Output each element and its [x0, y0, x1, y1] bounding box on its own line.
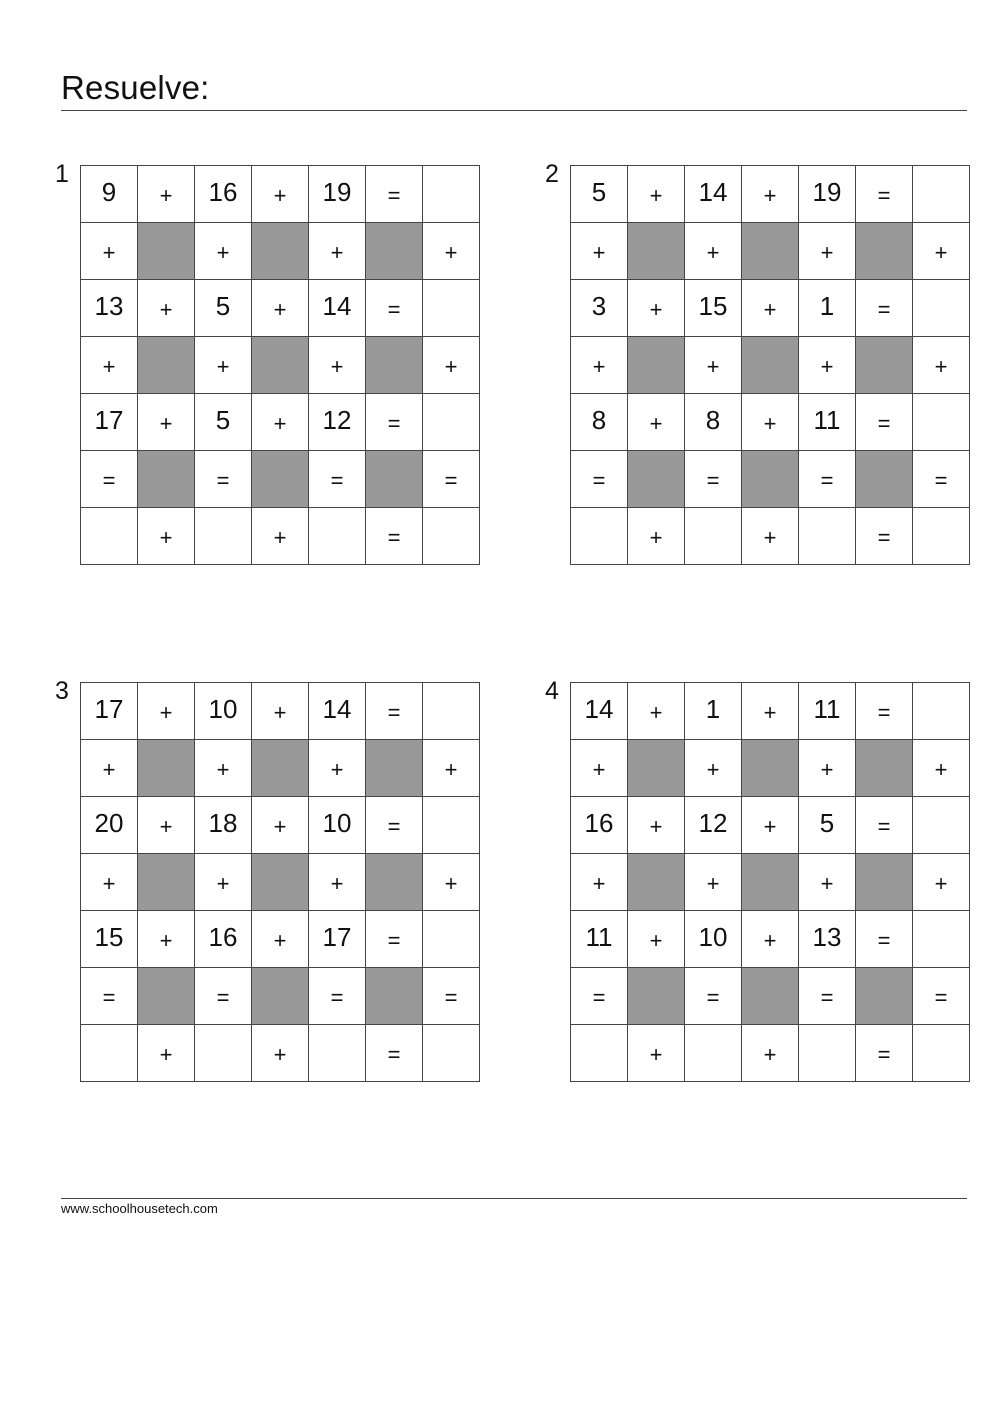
puzzle-number: 2 — [545, 160, 559, 188]
plus-cell: + — [913, 223, 970, 280]
plus-cell: + — [742, 683, 799, 740]
shaded-cell — [138, 740, 195, 797]
equals-cell: = — [856, 797, 913, 854]
plus-cell: + — [252, 508, 309, 565]
shaded-cell — [138, 223, 195, 280]
puzzle-grid — [80, 682, 480, 1082]
answer-cell[interactable] — [195, 1025, 252, 1082]
plus-cell: + — [799, 223, 856, 280]
number-cell: 17 — [81, 394, 138, 451]
plus-cell: + — [571, 337, 628, 394]
number-cell: 11 — [799, 683, 856, 740]
plus-cell: + — [628, 683, 685, 740]
answer-cell[interactable] — [799, 508, 856, 565]
equals-cell: = — [366, 1025, 423, 1082]
number-cell: 19 — [309, 166, 366, 223]
answer-cell[interactable] — [423, 911, 480, 968]
shaded-cell — [742, 451, 799, 508]
plus-cell: + — [252, 280, 309, 337]
equals-cell: = — [856, 1025, 913, 1082]
answer-cell[interactable] — [913, 166, 970, 223]
number-cell: 1 — [685, 683, 742, 740]
plus-cell: + — [628, 166, 685, 223]
equals-cell: = — [366, 280, 423, 337]
plus-cell: + — [309, 337, 366, 394]
plus-cell: + — [138, 166, 195, 223]
answer-cell[interactable] — [423, 394, 480, 451]
shaded-cell — [628, 854, 685, 911]
plus-cell: + — [252, 1025, 309, 1082]
answer-cell[interactable] — [309, 1025, 366, 1082]
plus-cell: + — [138, 911, 195, 968]
plus-cell: + — [423, 337, 480, 394]
equals-cell: = — [195, 968, 252, 1025]
plus-cell: + — [423, 740, 480, 797]
shaded-cell — [252, 337, 309, 394]
number-cell: 8 — [571, 394, 628, 451]
answer-cell[interactable] — [799, 1025, 856, 1082]
number-cell: 1 — [799, 280, 856, 337]
number-cell: 3 — [571, 280, 628, 337]
equals-cell: = — [571, 451, 628, 508]
shaded-cell — [366, 854, 423, 911]
plus-cell: + — [81, 740, 138, 797]
equals-cell: = — [799, 968, 856, 1025]
shaded-cell — [366, 740, 423, 797]
plus-cell: + — [252, 683, 309, 740]
plus-cell: + — [742, 508, 799, 565]
plus-cell: + — [913, 854, 970, 911]
equals-cell: = — [571, 968, 628, 1025]
number-cell: 5 — [571, 166, 628, 223]
number-cell: 10 — [195, 683, 252, 740]
number-cell: 15 — [685, 280, 742, 337]
plus-cell: + — [913, 337, 970, 394]
plus-cell: + — [913, 740, 970, 797]
title-divider — [61, 110, 967, 111]
answer-cell[interactable] — [913, 280, 970, 337]
shaded-cell — [138, 451, 195, 508]
plus-cell: + — [799, 854, 856, 911]
equals-cell: = — [856, 508, 913, 565]
equals-cell: = — [366, 508, 423, 565]
shaded-cell — [742, 968, 799, 1025]
number-cell: 17 — [309, 911, 366, 968]
number-cell: 14 — [571, 683, 628, 740]
puzzle-grid — [80, 165, 480, 565]
shaded-cell — [742, 854, 799, 911]
plus-cell: + — [742, 394, 799, 451]
puzzle-grid — [570, 682, 970, 1082]
footer-url: www.schoolhousetech.com — [61, 1201, 218, 1216]
shaded-cell — [856, 968, 913, 1025]
plus-cell: + — [685, 223, 742, 280]
answer-cell[interactable] — [81, 508, 138, 565]
answer-cell[interactable] — [913, 683, 970, 740]
shaded-cell — [366, 223, 423, 280]
plus-cell: + — [138, 394, 195, 451]
plus-cell: + — [81, 223, 138, 280]
number-cell: 5 — [799, 797, 856, 854]
number-cell: 11 — [571, 911, 628, 968]
plus-cell: + — [195, 854, 252, 911]
puzzle-number: 4 — [545, 677, 559, 705]
plus-cell: + — [799, 337, 856, 394]
plus-cell: + — [252, 166, 309, 223]
answer-cell[interactable] — [913, 911, 970, 968]
answer-cell[interactable] — [913, 508, 970, 565]
answer-cell[interactable] — [423, 508, 480, 565]
equals-cell: = — [81, 451, 138, 508]
plus-cell: + — [628, 280, 685, 337]
equals-cell: = — [856, 911, 913, 968]
shaded-cell — [856, 337, 913, 394]
equals-cell: = — [856, 166, 913, 223]
plus-cell: + — [742, 1025, 799, 1082]
answer-cell[interactable] — [913, 797, 970, 854]
plus-cell: + — [742, 797, 799, 854]
shaded-cell — [138, 968, 195, 1025]
answer-cell[interactable] — [423, 797, 480, 854]
plus-cell: + — [81, 854, 138, 911]
number-cell: 11 — [799, 394, 856, 451]
shaded-cell — [742, 337, 799, 394]
equals-cell: = — [309, 968, 366, 1025]
shaded-cell — [742, 740, 799, 797]
plus-cell: + — [742, 280, 799, 337]
equals-cell: = — [423, 968, 480, 1025]
number-cell: 8 — [685, 394, 742, 451]
equals-cell: = — [913, 968, 970, 1025]
plus-cell: + — [628, 1025, 685, 1082]
equals-cell: = — [366, 797, 423, 854]
plus-cell: + — [685, 740, 742, 797]
number-cell: 16 — [195, 166, 252, 223]
plus-cell: + — [742, 166, 799, 223]
shaded-cell — [628, 451, 685, 508]
equals-cell: = — [81, 968, 138, 1025]
puzzle-4 — [545, 677, 1000, 1082]
plus-cell: + — [138, 1025, 195, 1082]
number-cell: 20 — [81, 797, 138, 854]
number-cell: 9 — [81, 166, 138, 223]
equals-cell: = — [366, 394, 423, 451]
plus-cell: + — [195, 740, 252, 797]
number-cell: 13 — [81, 280, 138, 337]
shaded-cell — [252, 223, 309, 280]
page-title: Resuelve: — [61, 69, 210, 106]
plus-cell: + — [742, 911, 799, 968]
plus-cell: + — [799, 740, 856, 797]
shaded-cell — [856, 740, 913, 797]
plus-cell: + — [571, 223, 628, 280]
puzzle-number: 1 — [55, 160, 69, 188]
number-cell: 14 — [309, 280, 366, 337]
plus-cell: + — [423, 223, 480, 280]
answer-cell[interactable] — [309, 508, 366, 565]
answer-cell[interactable] — [685, 508, 742, 565]
puzzle-grid — [570, 165, 970, 565]
plus-cell: + — [252, 797, 309, 854]
shaded-cell — [628, 223, 685, 280]
answer-cell[interactable] — [423, 166, 480, 223]
plus-cell: + — [138, 280, 195, 337]
shaded-cell — [138, 854, 195, 911]
equals-cell: = — [423, 451, 480, 508]
number-cell: 5 — [195, 394, 252, 451]
answer-cell[interactable] — [423, 280, 480, 337]
plus-cell: + — [138, 797, 195, 854]
shaded-cell — [628, 968, 685, 1025]
plus-cell: + — [423, 854, 480, 911]
equals-cell: = — [856, 683, 913, 740]
equals-cell: = — [309, 451, 366, 508]
number-cell: 10 — [309, 797, 366, 854]
shaded-cell — [252, 451, 309, 508]
number-cell: 5 — [195, 280, 252, 337]
shaded-cell — [628, 740, 685, 797]
plus-cell: + — [138, 508, 195, 565]
puzzle-number: 3 — [55, 677, 69, 705]
plus-cell: + — [685, 854, 742, 911]
equals-cell: = — [366, 683, 423, 740]
number-cell: 17 — [81, 683, 138, 740]
shaded-cell — [138, 337, 195, 394]
shaded-cell — [856, 854, 913, 911]
puzzle-1 — [55, 160, 540, 565]
equals-cell: = — [685, 968, 742, 1025]
number-cell: 19 — [799, 166, 856, 223]
plus-cell: + — [138, 683, 195, 740]
puzzle-2 — [545, 160, 1000, 565]
equals-cell: = — [685, 451, 742, 508]
number-cell: 16 — [195, 911, 252, 968]
plus-cell: + — [571, 854, 628, 911]
shaded-cell — [742, 223, 799, 280]
plus-cell: + — [252, 911, 309, 968]
answer-cell[interactable] — [423, 1025, 480, 1082]
shaded-cell — [366, 451, 423, 508]
plus-cell: + — [628, 508, 685, 565]
plus-cell: + — [571, 740, 628, 797]
answer-cell[interactable] — [81, 1025, 138, 1082]
number-cell: 12 — [309, 394, 366, 451]
plus-cell: + — [309, 740, 366, 797]
shaded-cell — [366, 968, 423, 1025]
number-cell: 15 — [81, 911, 138, 968]
equals-cell: = — [856, 394, 913, 451]
shaded-cell — [628, 337, 685, 394]
plus-cell: + — [685, 337, 742, 394]
equals-cell: = — [366, 911, 423, 968]
number-cell: 14 — [685, 166, 742, 223]
footer-divider — [61, 1198, 967, 1199]
answer-cell[interactable] — [913, 394, 970, 451]
number-cell: 13 — [799, 911, 856, 968]
shaded-cell — [252, 854, 309, 911]
shaded-cell — [856, 223, 913, 280]
answer-cell[interactable] — [571, 1025, 628, 1082]
answer-cell[interactable] — [571, 508, 628, 565]
plus-cell: + — [195, 337, 252, 394]
plus-cell: + — [628, 797, 685, 854]
number-cell: 10 — [685, 911, 742, 968]
plus-cell: + — [309, 854, 366, 911]
equals-cell: = — [366, 166, 423, 223]
answer-cell[interactable] — [913, 1025, 970, 1082]
plus-cell: + — [628, 911, 685, 968]
plus-cell: + — [628, 394, 685, 451]
plus-cell: + — [81, 337, 138, 394]
plus-cell: + — [309, 223, 366, 280]
answer-cell[interactable] — [195, 508, 252, 565]
equals-cell: = — [913, 451, 970, 508]
plus-cell: + — [252, 394, 309, 451]
equals-cell: = — [799, 451, 856, 508]
plus-cell: + — [195, 223, 252, 280]
equals-cell: = — [856, 280, 913, 337]
shaded-cell — [366, 337, 423, 394]
shaded-cell — [252, 968, 309, 1025]
puzzle-3 — [55, 677, 540, 1082]
shaded-cell — [252, 740, 309, 797]
answer-cell[interactable] — [685, 1025, 742, 1082]
shaded-cell — [856, 451, 913, 508]
equals-cell: = — [195, 451, 252, 508]
answer-cell[interactable] — [423, 683, 480, 740]
number-cell: 18 — [195, 797, 252, 854]
number-cell: 16 — [571, 797, 628, 854]
number-cell: 12 — [685, 797, 742, 854]
number-cell: 14 — [309, 683, 366, 740]
